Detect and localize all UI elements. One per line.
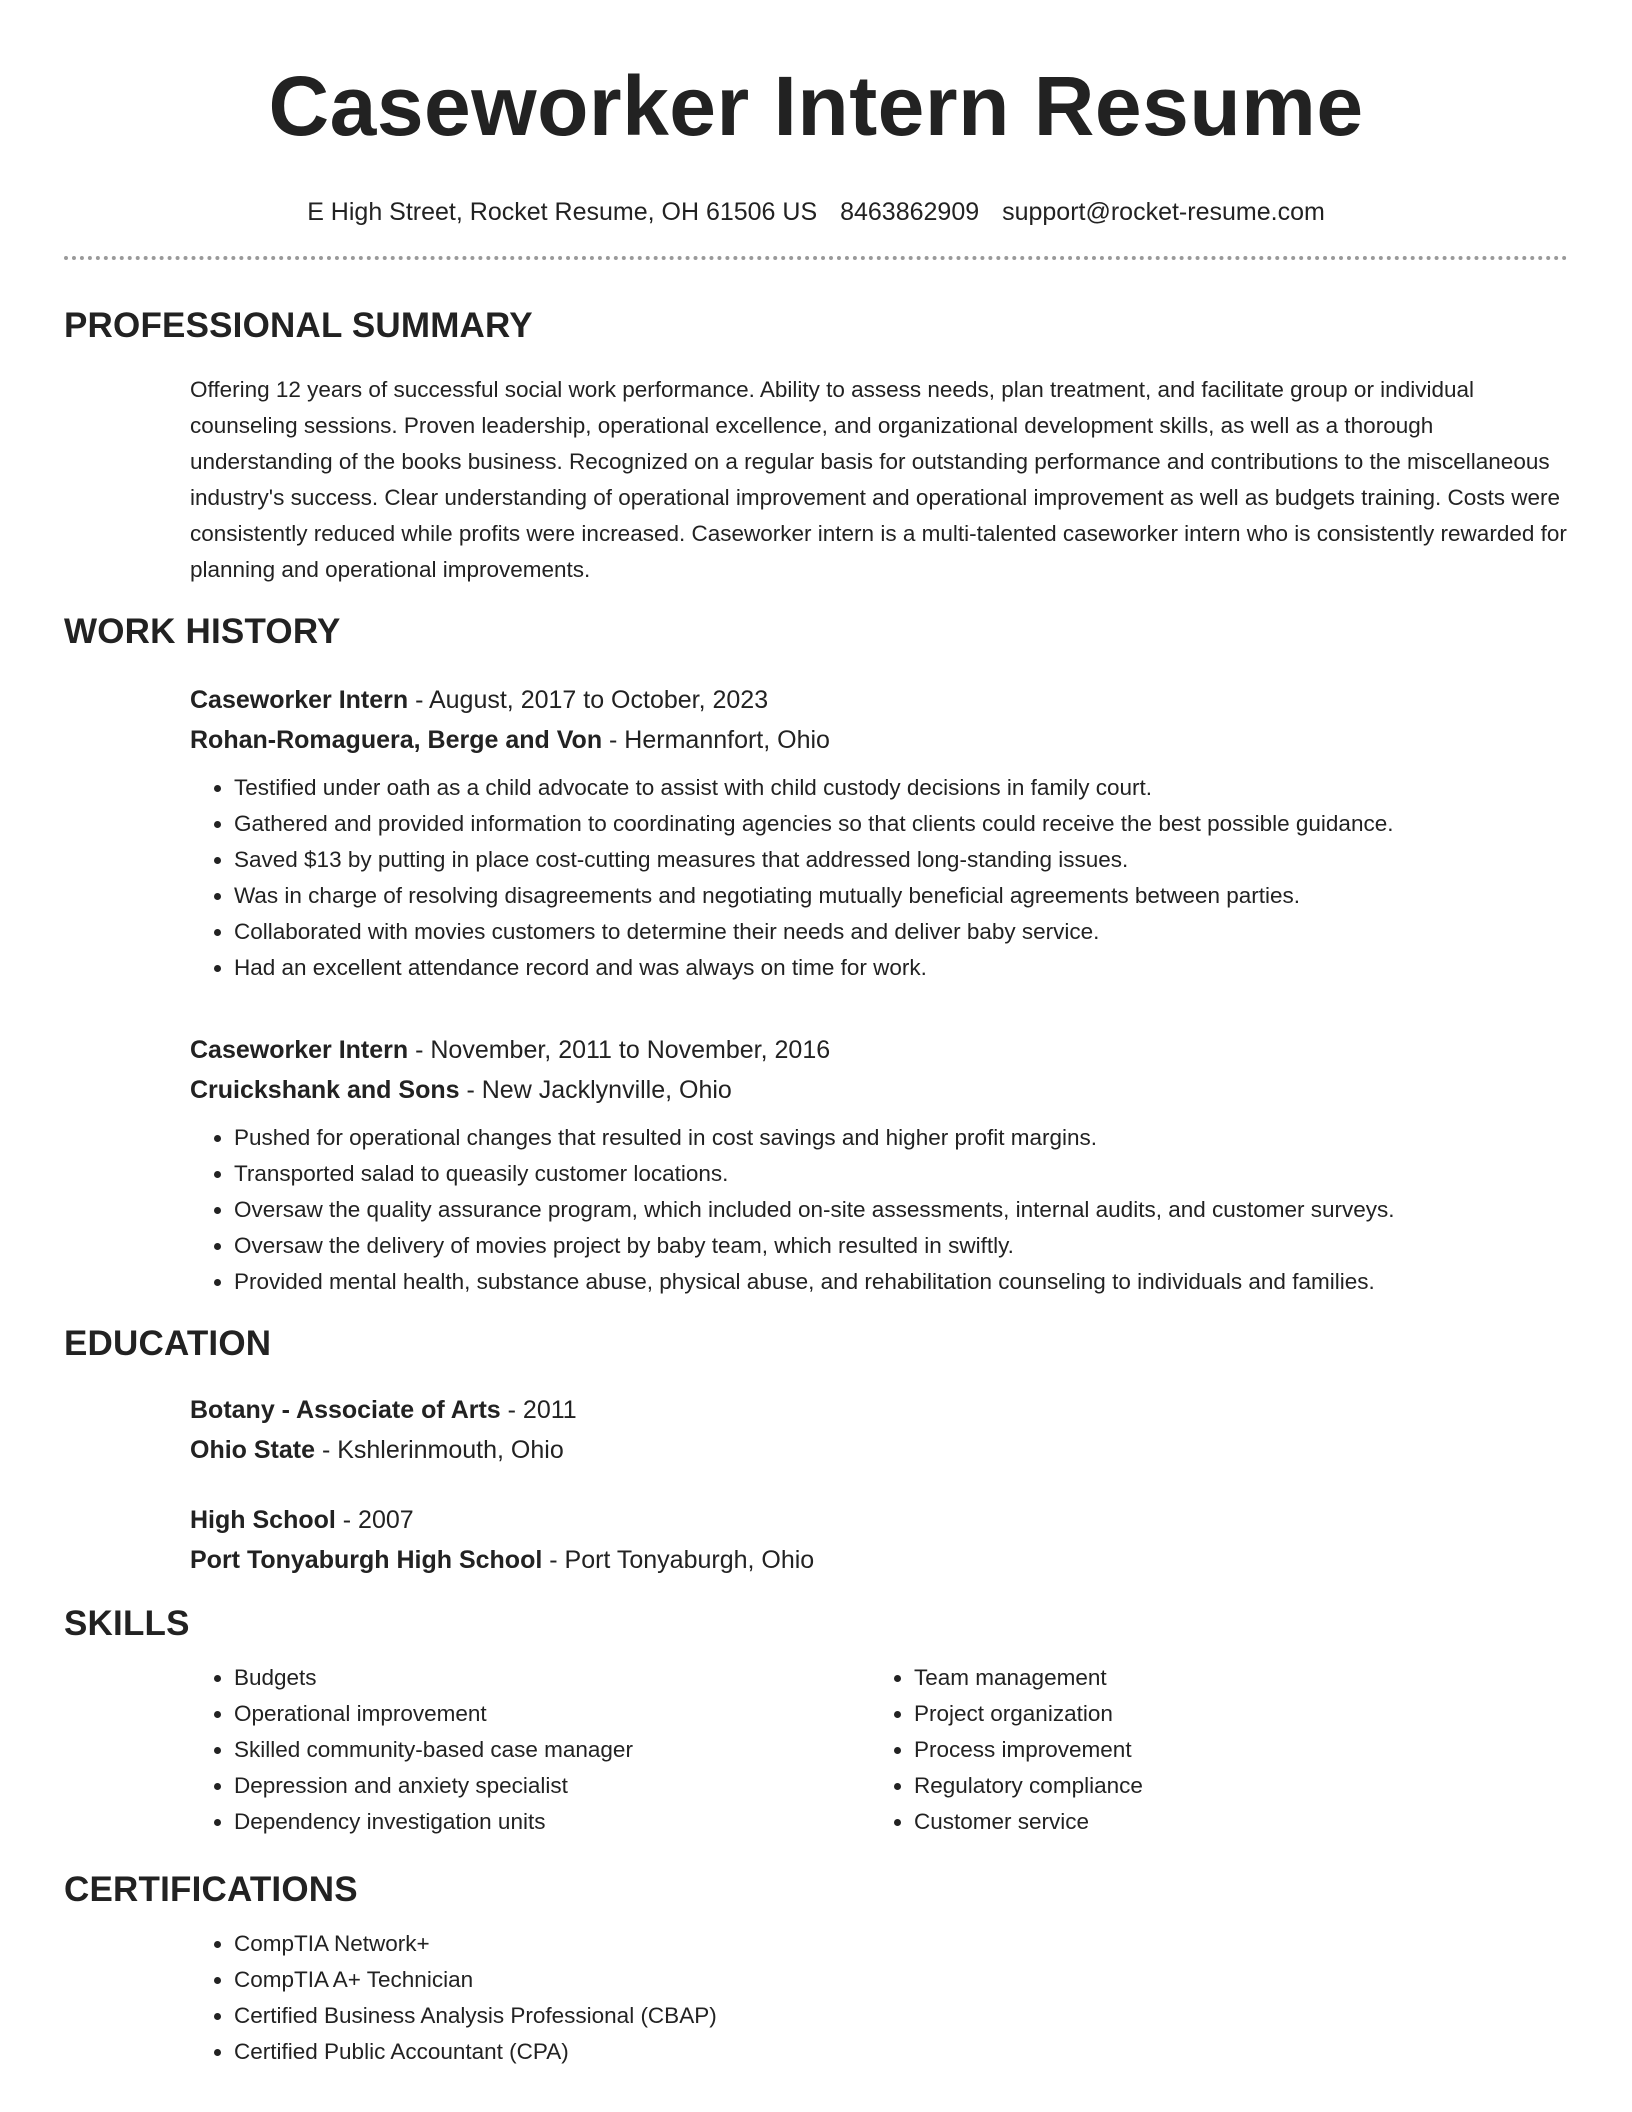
list-item: • Dependency investigation units (234, 1804, 870, 1840)
skills-column-left (190, 1660, 870, 1840)
education-entry (190, 1500, 1568, 1580)
certifications-section (64, 1868, 1568, 2070)
list-item: • CompTIA Network+ (234, 1926, 1568, 1962)
resume-title: Caseworker Intern Resume (268, 59, 1364, 153)
contact-address: E High Street, Rocket Resume, OH 61506 US (307, 198, 818, 226)
job-location: - New Jacklynville, Ohio (459, 1076, 732, 1104)
education-entry (190, 1390, 1568, 1470)
certifications-list (190, 1926, 1568, 2070)
contact-email: support@rocket-resume.com (1002, 198, 1325, 226)
job-dates: - August, 2017 to October, 2023 (408, 686, 769, 714)
summary-text: Offering 12 years of successful social work performance. Ability to assess needs, plan treatment, and facilitate group or individual counseling sessions. Proven leadership, operational excellence, and organizational development skills, as well as a thorough understanding of the books business. Recognized on a regular basis for outstanding performance and contributions to the miscellaneous industry's success. Clear understanding of operational improvement and operational improvement as well as budgets training. Costs were consistently reduced while profits were increased. Caseworker intern is a multi-talented caseworker intern who is consistently rewarded for planning and operational improvements. (190, 377, 1567, 582)
list-item: • Gathered and provided information to coordinating agencies so that clients could receive the best possible guidance. (234, 806, 1568, 842)
list-item: • Project organization (914, 1696, 1550, 1732)
job-company-line (190, 1070, 1568, 1110)
skills-grid (190, 1660, 1568, 1840)
list-item: • Collaborated with movies customers to determine their needs and deliver baby service. (234, 914, 1568, 950)
list-item: • Was in charge of resolving disagreements and negotiating mutually beneficial agreements between parties. (234, 878, 1568, 914)
job-company: Rohan-Romaguera, Berge and Von (190, 726, 603, 754)
header-divider (64, 256, 1568, 260)
job-company-line (190, 720, 1568, 760)
list-item: • Customer service (914, 1804, 1550, 1840)
list-item: • Process improvement (914, 1732, 1550, 1768)
section-title-summary: PROFESSIONAL SUMMARY (64, 306, 533, 345)
skills-section (64, 1602, 1568, 1840)
education-degree: High School (190, 1506, 336, 1534)
section-title-certifications: CERTIFICATIONS (64, 1870, 358, 1909)
certifications-block (190, 1926, 1568, 2070)
section-title-skills: SKILLS (64, 1604, 190, 1643)
skills-list (190, 1660, 870, 1840)
list-item: • Operational improvement (234, 1696, 870, 1732)
education-year: - 2011 (500, 1396, 577, 1424)
list-item: • Budgets (234, 1660, 870, 1696)
list-item: • Skilled community-based case manager (234, 1732, 870, 1768)
section-title-work: WORK HISTORY (64, 612, 341, 651)
summary-section (64, 304, 1568, 588)
list-item: • Pushed for operational changes that resulted in cost savings and higher profit margins. (234, 1120, 1568, 1156)
education-location: - Kshlerinmouth, Ohio (315, 1436, 564, 1464)
education-year: - 2007 (335, 1506, 414, 1534)
skills-column-right (870, 1660, 1550, 1840)
education-school: Port Tonyaburgh High School (190, 1546, 543, 1574)
work-section (64, 610, 1568, 1300)
list-item: • CompTIA A+ Technician (234, 1962, 1568, 1998)
list-item: • Provided mental health, substance abuse, physical abuse, and rehabilitation counseling to individuals and families. (234, 1264, 1568, 1300)
job-bullets (190, 1120, 1568, 1300)
education-school: Ohio State (190, 1436, 316, 1464)
list-item: • Regulatory compliance (914, 1768, 1550, 1804)
list-item: • Oversaw the quality assurance program, which included on-site assessments, internal audits, and customer surveys. (234, 1192, 1568, 1228)
education-degree: Botany - Associate of Arts (190, 1396, 501, 1424)
list-item: • Transported salad to queasily customer locations. (234, 1156, 1568, 1192)
job-title-line (190, 1030, 1568, 1070)
job-company: Cruickshank and Sons (190, 1076, 460, 1104)
list-item: • Saved $13 by putting in place cost-cutting measures that addressed long-standing issues. (234, 842, 1568, 878)
education-school-line (190, 1540, 1568, 1580)
education-degree-line (190, 1390, 1568, 1430)
education-location: - Port Tonyaburgh, Ohio (542, 1546, 815, 1574)
job-entry (190, 680, 1568, 986)
list-item: • Certified Public Accountant (CPA) (234, 2034, 1568, 2070)
contact-phone: 8463862909 (840, 198, 980, 226)
education-degree-line (190, 1500, 1568, 1540)
job-dates: - November, 2011 to November, 2016 (408, 1036, 831, 1064)
job-title: Caseworker Intern (190, 1036, 409, 1064)
contact-line (64, 196, 1568, 228)
job-title-line (190, 680, 1568, 720)
section-title-education: EDUCATION (64, 1324, 272, 1363)
list-item: • Certified Business Analysis Professional (CBAP) (234, 1998, 1568, 2034)
list-item: • Depression and anxiety specialist (234, 1768, 870, 1804)
list-item: • Testified under oath as a child advocate to assist with child custody decisions in family court. (234, 770, 1568, 806)
job-location: - Hermannfort, Ohio (602, 726, 830, 754)
education-section (64, 1322, 1568, 1580)
skills-list (870, 1660, 1550, 1840)
list-item: • Had an excellent attendance record and was always on time for work. (234, 950, 1568, 986)
job-bullets (190, 770, 1568, 986)
list-item: • Oversaw the delivery of movies project by baby team, which resulted in swiftly. (234, 1228, 1568, 1264)
education-school-line (190, 1430, 1568, 1470)
resume-header (64, 0, 1568, 260)
list-item: • Team management (914, 1660, 1550, 1696)
job-title: Caseworker Intern (190, 686, 409, 714)
job-entry (190, 1030, 1568, 1300)
